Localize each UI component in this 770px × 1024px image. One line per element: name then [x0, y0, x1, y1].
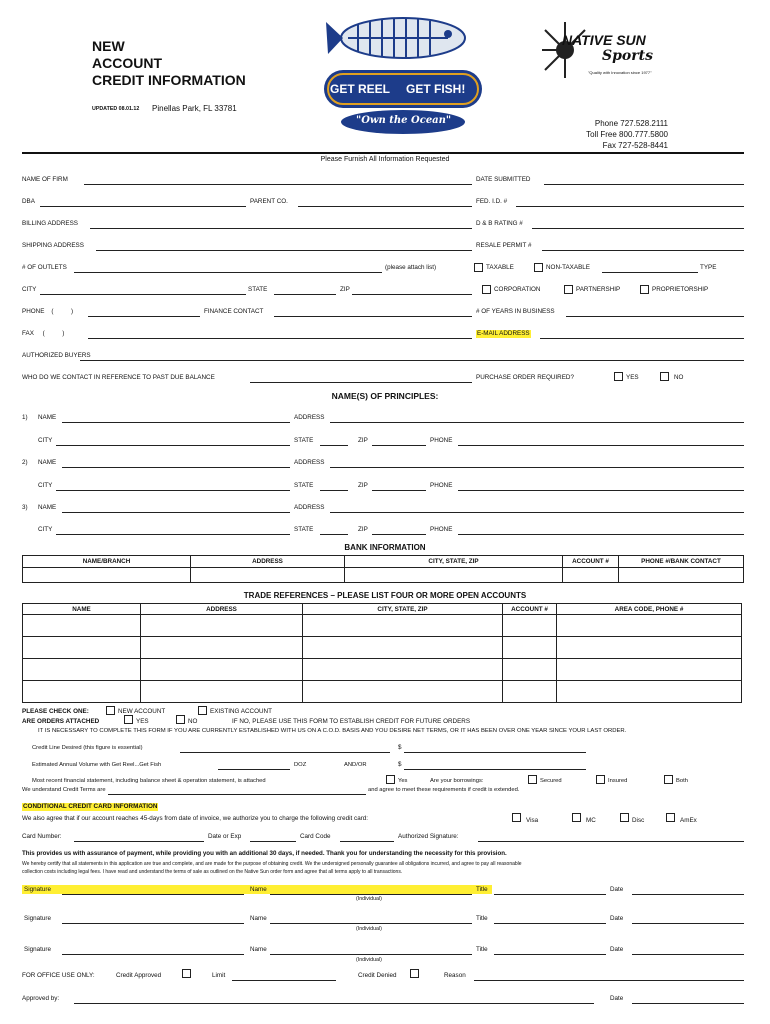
- bank-cell[interactable]: [23, 568, 191, 583]
- bank-cell[interactable]: [345, 568, 563, 583]
- dnb-rating-label: D & B RATING #: [476, 220, 523, 227]
- principal-number: 1): [22, 414, 28, 421]
- principals-title: NAME(S) OF PRINCIPLES:: [331, 391, 439, 401]
- bank-col-city: CITY, STATE, ZIP: [345, 556, 563, 568]
- shipping-address-input[interactable]: [96, 250, 472, 251]
- both-checkbox[interactable]: [664, 775, 673, 784]
- bank-col-account: ACCOUNT #: [563, 556, 619, 568]
- principal-address-label: ADDRESS: [294, 459, 325, 466]
- trade-cell[interactable]: [303, 615, 503, 637]
- trade-cell[interactable]: [23, 637, 141, 659]
- principal-phone-label: PHONE: [430, 526, 453, 533]
- signature-label: Signature: [24, 915, 51, 922]
- principal-state-input[interactable]: [320, 534, 348, 535]
- trade-cell[interactable]: [141, 637, 303, 659]
- updated-date: UPDATED 08.01.12: [92, 106, 140, 112]
- card-section-title: CONDITIONAL CREDIT CARD INFORMATION: [23, 803, 158, 810]
- credit-line-label: Credit Line Desired (this figure is essential): [32, 745, 143, 751]
- existing-account-checkbox[interactable]: [198, 706, 207, 715]
- signature-input[interactable]: [62, 894, 244, 895]
- approved-date-input[interactable]: [632, 1003, 744, 1004]
- zip-input[interactable]: [352, 294, 472, 295]
- proprietorship-checkbox[interactable]: [640, 285, 649, 294]
- resale-permit-label: RESALE PERMIT #: [476, 242, 532, 249]
- card-code-input[interactable]: [340, 841, 394, 842]
- card-exp-label: Date or Exp: [208, 833, 242, 840]
- signature-name-input[interactable]: [270, 923, 472, 924]
- credit-denied-checkbox[interactable]: [410, 969, 419, 978]
- bank-col-contact: PHONE #/BANK CONTACT: [619, 556, 744, 568]
- card-agree-note: We also agree that if our account reaches 45-days from date of invoice, we authorize you to charge the following credit card:: [22, 815, 369, 822]
- location: Pinellas Park, FL 33781: [152, 104, 237, 113]
- title-line-2: ACCOUNT: [92, 55, 162, 71]
- check-one-label: PLEASE CHECK ONE:: [22, 708, 89, 715]
- credit-approved-checkbox[interactable]: [182, 969, 191, 978]
- partnership-label: PARTNERSHIP: [576, 286, 621, 293]
- principal-zip-label: ZIP: [358, 526, 368, 533]
- email-address-input[interactable]: [540, 338, 744, 339]
- if-no-note: IF NO, PLEASE USE THIS FORM TO ESTABLISH CREDIT FOR FUTURE ORDERS: [232, 718, 471, 725]
- past-due-contact-label: WHO DO WE CONTACT IN REFERENCE TO PAST DUE BALANCE: [22, 374, 215, 381]
- bank-col-address: ADDRESS: [191, 556, 345, 568]
- zip-label: ZIP: [340, 286, 350, 293]
- table-row: [23, 637, 742, 659]
- secured-label: Secured: [540, 778, 562, 784]
- date-submitted-input[interactable]: [544, 184, 744, 185]
- principal-city-label: CITY: [38, 437, 53, 444]
- volume-amount-input[interactable]: [404, 769, 586, 770]
- principal-number: 2): [22, 459, 28, 466]
- po-yes-checkbox[interactable]: [614, 372, 623, 381]
- signature-date-input[interactable]: [632, 894, 744, 895]
- certify-line-1: We hereby certify that all statements in this application are true and complete, and are made for the purpose of obtaining credit. We the undersigned personally guarantee all obligations incurred, and agree to pay all reasonable: [22, 861, 522, 867]
- type-label: TYPE: [700, 264, 717, 271]
- trade-cell[interactable]: [557, 637, 742, 659]
- taxable-checkbox[interactable]: [474, 263, 483, 272]
- billing-address-input[interactable]: [90, 228, 472, 229]
- principal-state-label: STATE: [294, 437, 314, 444]
- signature-date-input[interactable]: [632, 923, 744, 924]
- trade-cell[interactable]: [141, 615, 303, 637]
- city-label: CITY: [22, 286, 37, 293]
- reason-input[interactable]: [474, 980, 744, 981]
- signature-input[interactable]: [62, 923, 244, 924]
- both-label: Both: [676, 778, 688, 784]
- trade-cell[interactable]: [303, 681, 503, 703]
- disc-label: Disc: [632, 817, 645, 824]
- name-of-firm-input[interactable]: [84, 184, 472, 185]
- dba-label: DBA: [22, 198, 35, 205]
- years-in-business-input[interactable]: [566, 316, 744, 317]
- company-phone: Phone 727.528.2111: [594, 119, 668, 128]
- orders-no-checkbox[interactable]: [176, 715, 185, 724]
- state-label: STATE: [248, 286, 268, 293]
- resale-permit-input[interactable]: [542, 250, 744, 251]
- card-exp-input[interactable]: [250, 841, 296, 842]
- signature-name-input[interactable]: [270, 894, 472, 895]
- parent-co-input[interactable]: [298, 206, 472, 207]
- trade-col-phone: AREA CODE, PHONE #: [557, 604, 742, 615]
- card-number-label: Card Number:: [22, 833, 62, 840]
- principal-address-input[interactable]: [330, 512, 744, 513]
- amex-checkbox[interactable]: [666, 813, 675, 822]
- amex-label: AmEx: [680, 817, 697, 824]
- orders-yes-label: YES: [136, 718, 149, 725]
- parent-co-label: PARENT CO.: [250, 198, 288, 205]
- non-taxable-checkbox[interactable]: [534, 263, 543, 272]
- trade-table: [22, 603, 742, 703]
- principal-name-label: NAME: [38, 459, 57, 466]
- trade-cell[interactable]: [503, 659, 557, 681]
- principal-phone-label: PHONE: [430, 482, 453, 489]
- borrowings-label: Are your borrowings:: [430, 778, 484, 784]
- trade-cell[interactable]: [503, 615, 557, 637]
- get-reel-logo: [318, 2, 488, 138]
- email-address-label: E-MAIL ADDRESS: [477, 330, 530, 337]
- title-line-3: CREDIT INFORMATION: [92, 72, 246, 88]
- signature-title-label: Title: [476, 915, 488, 922]
- signature-name-label: Name: [250, 915, 267, 922]
- office-use-label: FOR OFFICE USE ONLY:: [22, 972, 95, 979]
- form-title: [92, 38, 246, 89]
- po-no-checkbox[interactable]: [660, 372, 669, 381]
- financial-yes-checkbox[interactable]: [386, 775, 395, 784]
- fax-input[interactable]: [88, 338, 472, 339]
- trade-cell[interactable]: [303, 659, 503, 681]
- orders-yes-checkbox[interactable]: [124, 715, 133, 724]
- outlets-label: # OF OUTLETS: [22, 264, 67, 271]
- po-yes-label: YES: [626, 374, 639, 381]
- signature-title-input[interactable]: [494, 954, 606, 955]
- secured-checkbox[interactable]: [528, 775, 537, 784]
- limit-label: Limit: [212, 972, 226, 979]
- principal-phone-label: PHONE: [430, 437, 453, 444]
- authorized-buyers-input[interactable]: [80, 360, 744, 361]
- company-fax: Fax 727-528-8441: [602, 141, 668, 150]
- andor-label: AND/OR: [344, 762, 367, 768]
- volume-dollar: $: [398, 761, 402, 768]
- authorized-signature-label: Authorized Signature:: [398, 833, 459, 840]
- signature-label: Signature: [24, 946, 51, 953]
- individual-note: (Individual): [356, 896, 382, 902]
- type-input[interactable]: [602, 272, 698, 273]
- orders-attached-label: ARE ORDERS ATTACHED: [22, 718, 100, 725]
- approved-by-input[interactable]: [74, 1003, 594, 1004]
- approved-by-label: Approved by:: [22, 995, 60, 1002]
- doz-label: DOZ: [294, 762, 307, 768]
- principal-state-input[interactable]: [320, 490, 348, 491]
- header-divider: [22, 152, 744, 154]
- company-toll-free: Toll Free 800.777.5800: [586, 130, 668, 139]
- principal-name-input[interactable]: [62, 422, 290, 423]
- native-sun-logo: [540, 20, 670, 90]
- trade-col-name: NAME: [23, 604, 141, 615]
- credit-line-amount-input[interactable]: [404, 752, 586, 753]
- trade-cell[interactable]: [503, 637, 557, 659]
- fed-id-label: FED. I.D. #: [476, 198, 508, 205]
- billing-address-label: BILLING ADDRESS: [22, 220, 78, 227]
- credit-denied-label: Credit Denied: [358, 972, 397, 979]
- signature-date-label: Date: [610, 915, 624, 922]
- signature-name-input[interactable]: [270, 954, 472, 955]
- principal-address-label: ADDRESS: [294, 504, 325, 511]
- principal-address-input[interactable]: [330, 467, 744, 468]
- logo-get-fish: GET FISH!: [406, 82, 466, 96]
- signature-label: Signature: [24, 886, 51, 893]
- principal-city-input[interactable]: [56, 534, 290, 535]
- sun-icon: [540, 20, 590, 80]
- attach-list-note: (please attach list): [385, 264, 437, 271]
- trade-cell[interactable]: [23, 615, 141, 637]
- trade-title: TRADE REFERENCES – PLEASE LIST FOUR OR MORE OPEN ACCOUNTS: [243, 591, 527, 600]
- trade-cell[interactable]: [503, 681, 557, 703]
- name-of-firm-label: NAME OF FIRM: [22, 176, 68, 183]
- orders-no-label: NO: [188, 718, 198, 725]
- logo-tagline: "Own the Ocean": [356, 115, 452, 126]
- card-number-input[interactable]: [74, 841, 204, 842]
- table-row: [23, 681, 742, 703]
- credit-line-input[interactable]: [180, 752, 390, 753]
- principal-zip-input[interactable]: [372, 445, 426, 446]
- dba-input[interactable]: [40, 206, 246, 207]
- table-row: [23, 568, 744, 583]
- table-row: [23, 659, 742, 681]
- bank-table: [22, 555, 744, 583]
- signature-input[interactable]: [62, 954, 244, 955]
- principal-state-input[interactable]: [320, 445, 348, 446]
- table-row: [23, 615, 742, 637]
- trade-cell[interactable]: [303, 637, 503, 659]
- bank-title: BANK INFORMATION: [344, 543, 426, 552]
- signature-title-label: Title: [476, 946, 488, 953]
- phone-input[interactable]: [88, 316, 200, 317]
- insured-label: Insured: [608, 778, 628, 784]
- bank-cell[interactable]: [191, 568, 345, 583]
- disc-checkbox[interactable]: [620, 813, 629, 822]
- principal-address-input[interactable]: [330, 422, 744, 423]
- trade-cell[interactable]: [557, 659, 742, 681]
- insured-checkbox[interactable]: [596, 775, 605, 784]
- years-in-business-label: # OF YEARS IN BUSINESS: [476, 308, 555, 315]
- finance-contact-input[interactable]: [274, 316, 472, 317]
- signature-title-input[interactable]: [494, 894, 606, 895]
- principal-city-label: CITY: [38, 482, 53, 489]
- non-taxable-label: NON-TAXABLE: [546, 264, 590, 271]
- trade-cell[interactable]: [23, 681, 141, 703]
- credit-line-dollar: $: [398, 744, 402, 751]
- trade-cell[interactable]: [141, 659, 303, 681]
- new-account-label: NEW ACCOUNT: [118, 708, 166, 715]
- title-line-1: NEW: [92, 38, 125, 54]
- city-input[interactable]: [40, 294, 246, 295]
- state-input[interactable]: [274, 294, 336, 295]
- new-account-checkbox[interactable]: [106, 706, 115, 715]
- trade-cell[interactable]: [557, 615, 742, 637]
- principal-name-label: NAME: [38, 414, 57, 421]
- agree-requirements-note: and agree to meet these requirements if credit is extended.: [368, 787, 520, 793]
- proprietorship-label: PROPRIETORSHIP: [652, 286, 709, 293]
- principal-phone-input[interactable]: [458, 534, 744, 535]
- logo-native-sun: NATIVE SUN: [562, 32, 646, 48]
- principal-phone-input[interactable]: [458, 445, 744, 446]
- trade-cell[interactable]: [23, 659, 141, 681]
- date-submitted-label: DATE SUBMITTED: [476, 176, 531, 183]
- trade-col-account: ACCOUNT #: [503, 604, 557, 615]
- annual-volume-input[interactable]: [218, 769, 290, 770]
- card-code-label: Card Code: [300, 833, 331, 840]
- signature-name-label: Name: [250, 886, 267, 893]
- approved-date-label: Date: [610, 995, 624, 1002]
- corporation-label: CORPORATION: [494, 286, 541, 293]
- principal-city-input[interactable]: [56, 445, 290, 446]
- principal-zip-input[interactable]: [372, 534, 426, 535]
- visa-label: Visa: [526, 817, 539, 824]
- bank-cell[interactable]: [563, 568, 619, 583]
- mc-checkbox[interactable]: [572, 813, 581, 822]
- principal-zip-label: ZIP: [358, 437, 368, 444]
- trade-col-address: ADDRESS: [141, 604, 303, 615]
- individual-note: (Individual): [356, 926, 382, 932]
- principal-state-label: STATE: [294, 526, 314, 533]
- po-no-label: NO: [674, 374, 684, 381]
- credit-approved-label: Credit Approved: [116, 972, 162, 979]
- trade-col-city: CITY, STATE, ZIP: [303, 604, 503, 615]
- limit-input[interactable]: [232, 980, 336, 981]
- principal-state-label: STATE: [294, 482, 314, 489]
- financial-yes-label: Yes: [398, 778, 408, 784]
- existing-account-label: EXISTING ACCOUNT: [210, 708, 272, 715]
- shipping-address-label: SHIPPING ADDRESS: [22, 242, 84, 249]
- past-due-contact-input[interactable]: [250, 382, 472, 383]
- necessary-note: IT IS NECESSARY TO COMPLETE THIS FORM IF YOU ARE CURRENTLY ESTABLISHED WITH US ON A C.O.D. BASIS AND YOU DESIRE NET TERMS, OR IT HAS BEEN OVER ONE YEAR SINCE YOUR LAST ORDER.: [38, 728, 627, 734]
- furnish-note: Please Furnish All Information Requested: [320, 156, 450, 163]
- principal-number: 3): [22, 504, 28, 511]
- signature-title-label: Title: [476, 886, 488, 893]
- signature-name-label: Name: [250, 946, 267, 953]
- fed-id-input[interactable]: [516, 206, 744, 207]
- reason-label: Reason: [444, 972, 466, 979]
- trade-cell[interactable]: [557, 681, 742, 703]
- dnb-rating-input[interactable]: [532, 228, 744, 229]
- signature-date-label: Date: [610, 886, 624, 893]
- po-required-label: PURCHASE ORDER REQUIRED?: [476, 374, 574, 381]
- principal-name-label: NAME: [38, 504, 57, 511]
- annual-volume-label: Estimated Annual Volume with Get Reel...Get Fish: [32, 762, 162, 768]
- signature-date-input[interactable]: [632, 954, 744, 955]
- phone-label: PHONE ( ): [22, 308, 74, 315]
- bank-cell[interactable]: [619, 568, 744, 583]
- principal-address-label: ADDRESS: [294, 414, 325, 421]
- logo-get-reel: GET REEL: [330, 82, 391, 96]
- authorized-signature-input[interactable]: [478, 841, 744, 842]
- principal-name-input[interactable]: [62, 512, 290, 513]
- principal-name-input[interactable]: [62, 467, 290, 468]
- trade-cell[interactable]: [141, 681, 303, 703]
- mc-label: MC: [586, 817, 596, 824]
- finance-contact-label: FINANCE CONTACT: [204, 308, 264, 315]
- partnership-checkbox[interactable]: [564, 285, 573, 294]
- logo-sports: Sports: [602, 48, 653, 64]
- signature-date-label: Date: [610, 946, 624, 953]
- contact-block: [586, 118, 668, 151]
- taxable-label: TAXABLE: [486, 264, 514, 271]
- principal-city-label: CITY: [38, 526, 53, 533]
- assurance-note: This provides us with assurance of payment, while providing you with an additional 30 days, if needed. Thank you for understanding the necessity for this provision.: [22, 850, 507, 857]
- logo-quality-tagline: "Quality with Innovation since 1977": [588, 70, 652, 75]
- bank-col-name: NAME/BRANCH: [23, 556, 191, 568]
- individual-note: (Individual): [356, 957, 382, 963]
- credit-terms-label: We understand Credit Terms are: [22, 787, 106, 793]
- fax-label: FAX ( ): [22, 330, 65, 337]
- authorized-buyers-label: AUTHORIZED BUYERS: [22, 352, 91, 359]
- credit-terms-input[interactable]: [108, 794, 366, 795]
- signature-title-input[interactable]: [494, 923, 606, 924]
- principal-zip-input[interactable]: [372, 490, 426, 491]
- principal-phone-input[interactable]: [458, 490, 744, 491]
- principal-zip-label: ZIP: [358, 482, 368, 489]
- financial-statement-label: Most recent financial statement, including balance sheet & operation statement, is attached: [32, 778, 266, 784]
- principal-city-input[interactable]: [56, 490, 290, 491]
- visa-checkbox[interactable]: [512, 813, 521, 822]
- certify-line-2: collection costs including legal fees. I have read and understand the terms of sale as outlined on the Native Sun order form and agree that all terms apply to all transactions.: [22, 869, 403, 875]
- outlets-input[interactable]: [74, 272, 382, 273]
- corporation-checkbox[interactable]: [482, 285, 491, 294]
